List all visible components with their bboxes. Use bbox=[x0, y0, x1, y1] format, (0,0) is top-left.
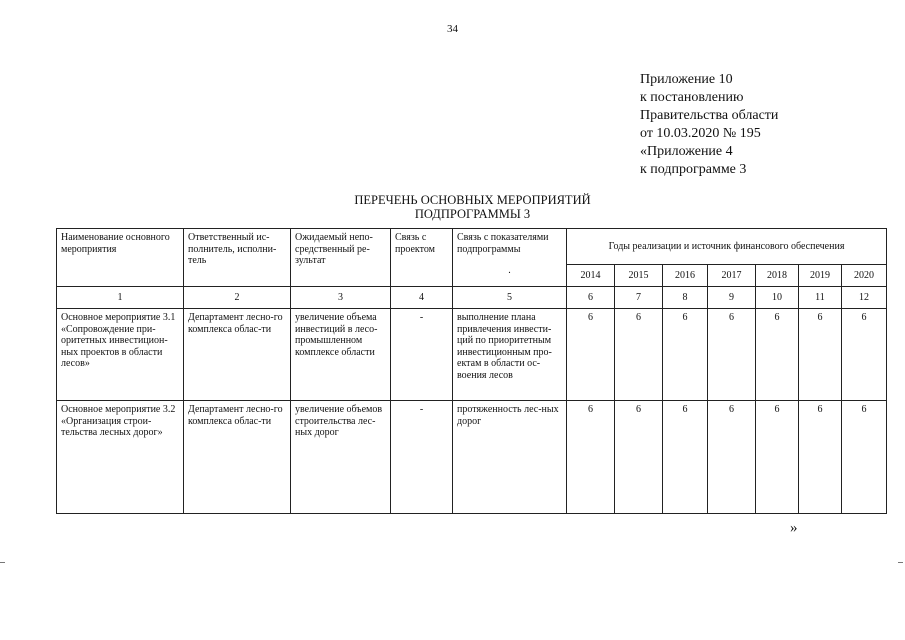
column-number: 11 bbox=[799, 287, 842, 309]
header-indicators-dot: . bbox=[508, 265, 511, 276]
row-indicators: выполнение плана привлечения инвести-ций по приоритетным инвестиционным про-ектам в области ос-воения лесов bbox=[453, 309, 567, 401]
year-header: 2015 bbox=[615, 265, 663, 287]
column-number: 12 bbox=[842, 287, 887, 309]
appendix-line: Правительства области bbox=[640, 108, 779, 123]
column-number: 1 bbox=[57, 287, 184, 309]
column-number: 9 bbox=[708, 287, 756, 309]
header-years-group: Годы реализации и источник финансового обеспечения bbox=[567, 229, 887, 265]
title-line-2: ПОДПРОГРАММЫ 3 bbox=[414, 207, 531, 221]
header-indicators bbox=[453, 229, 567, 287]
year-header: 2020 bbox=[842, 265, 887, 287]
year-header: 2017 bbox=[708, 265, 756, 287]
title-line-1: ПЕРЕЧЕНЬ ОСНОВНЫХ МЕРОПРИЯТИЙ bbox=[354, 193, 591, 207]
row-year-value: 6 bbox=[708, 309, 756, 401]
year-header: 2019 bbox=[799, 265, 842, 287]
column-number-row bbox=[57, 287, 887, 309]
appendix-line: «Приложение 4 bbox=[640, 144, 733, 159]
row-result: увеличение объемов строительства лес-ных дорог bbox=[291, 401, 391, 514]
row-name: Основное мероприятие 3.2 «Организация строи-тельства лесных дорог» bbox=[57, 401, 184, 514]
row-year-value: 6 bbox=[799, 401, 842, 514]
page-number: 34 bbox=[447, 23, 458, 35]
row-year-value: 6 bbox=[663, 401, 708, 514]
row-year-value: 6 bbox=[756, 401, 799, 514]
row-indicators: протяженность лес-ных дорог bbox=[453, 401, 567, 514]
header-responsible: Ответственный ис-полнитель, исполни-тель bbox=[184, 229, 291, 287]
appendix-line: Приложение 10 bbox=[640, 72, 733, 87]
column-number: 4 bbox=[391, 287, 453, 309]
header-project: Связь с проектом bbox=[391, 229, 453, 287]
margin-mark bbox=[0, 562, 5, 563]
table-row bbox=[57, 309, 887, 401]
row-name: Основное мероприятие 3.1 «Сопровождение при-оритетных инвестицион-ных проектов в области лесов» bbox=[57, 309, 184, 401]
column-number: 10 bbox=[756, 287, 799, 309]
appendix-line: к подпрограмме 3 bbox=[640, 162, 747, 177]
table-row bbox=[57, 401, 887, 514]
year-header: 2018 bbox=[756, 265, 799, 287]
row-year-value: 6 bbox=[799, 309, 842, 401]
row-year-value: 6 bbox=[708, 401, 756, 514]
header-indicators-text: Связь с показателями подпрограммы bbox=[457, 232, 549, 255]
row-project: - bbox=[391, 401, 453, 514]
column-number: 3 bbox=[291, 287, 391, 309]
column-number: 2 bbox=[184, 287, 291, 309]
appendix-line: от 10.03.2020 № 195 bbox=[640, 126, 761, 141]
activities-table bbox=[56, 228, 887, 514]
year-header: 2014 bbox=[567, 265, 615, 287]
year-header: 2016 bbox=[663, 265, 708, 287]
appendix-line: к постановлению bbox=[640, 90, 744, 105]
row-year-value: 6 bbox=[842, 401, 887, 514]
row-project: - bbox=[391, 309, 453, 401]
row-year-value: 6 bbox=[567, 401, 615, 514]
row-year-value: 6 bbox=[615, 309, 663, 401]
appendix-block bbox=[640, 71, 778, 179]
row-year-value: 6 bbox=[615, 401, 663, 514]
closing-quote: » bbox=[790, 520, 798, 536]
margin-mark bbox=[898, 562, 903, 563]
row-year-value: 6 bbox=[842, 309, 887, 401]
row-year-value: 6 bbox=[756, 309, 799, 401]
row-result: увеличение объема инвестиций в лесо-промышленном комплексе области bbox=[291, 309, 391, 401]
row-year-value: 6 bbox=[567, 309, 615, 401]
column-number: 7 bbox=[615, 287, 663, 309]
row-responsible: Департамент лесно-го комплекса облас-ти bbox=[184, 309, 291, 401]
row-year-value: 6 bbox=[663, 309, 708, 401]
document-title bbox=[0, 193, 905, 221]
column-number: 5 bbox=[453, 287, 567, 309]
row-responsible: Департамент лесно-го комплекса облас-ти bbox=[184, 401, 291, 514]
header-name: Наименование основного мероприятия bbox=[57, 229, 184, 287]
header-result: Ожидаемый непо-средственный ре-зультат bbox=[291, 229, 391, 287]
column-number: 8 bbox=[663, 287, 708, 309]
column-number: 6 bbox=[567, 287, 615, 309]
